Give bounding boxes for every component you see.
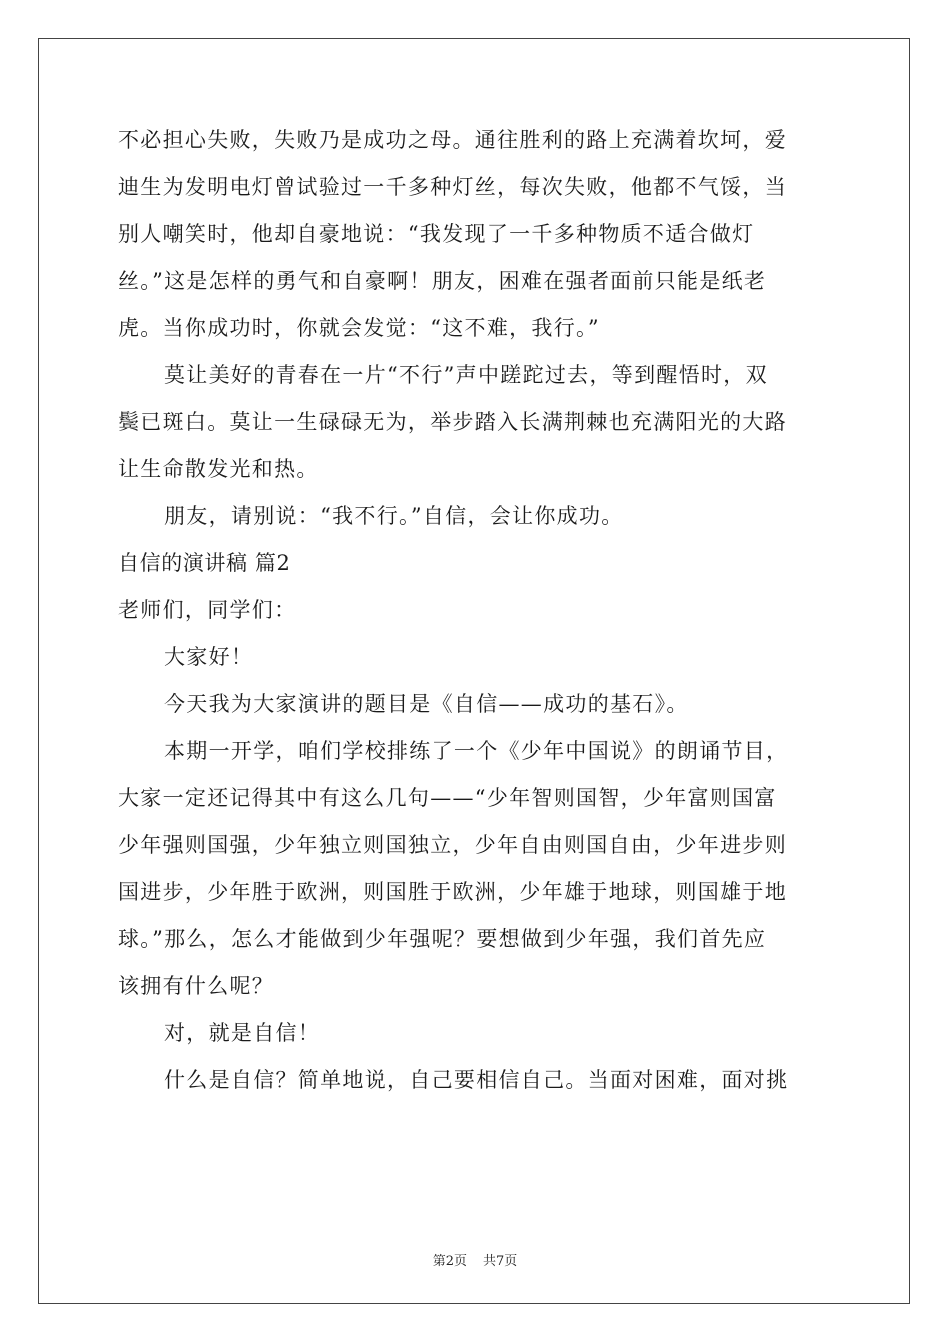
greeting: 大家好！ xyxy=(164,645,254,669)
paragraph-line: 少年强则国强，少年独立则国独立，少年自由则国自由，少年进步则 xyxy=(118,833,787,857)
paragraph-line: 什么是自信？简单地说，自己要相信自己。当面对困难，面对挑 xyxy=(164,1068,789,1092)
paragraph-line: 对，就是自信！ xyxy=(164,1021,321,1045)
paragraph-line: 迪生为发明电灯曾试验过一千多种灯丝，每次失败，他都不气馁，当 xyxy=(118,175,787,199)
section-heading: 自信的演讲稿 篇2 xyxy=(118,551,291,575)
paragraph-line: 别人嘲笑时，他却自豪地说：“我发现了一千多种物质不适合做灯 xyxy=(118,222,755,246)
page-footer xyxy=(0,1254,950,1270)
paragraph-line: 虎。当你成功时，你就会发觉：“这不难，我行。” xyxy=(118,316,600,340)
page-total: 共7页 xyxy=(483,1254,518,1269)
paragraph-line: 球。”那么，怎么才能做到少年强呢？要想做到少年强，我们首先应 xyxy=(118,927,767,951)
document-body xyxy=(118,128,838,1115)
paragraph-line: 丝。”这是怎样的勇气和自豪啊！朋友，困难在强者面前只能是纸老 xyxy=(118,269,767,293)
paragraph-line: 今天我为大家演讲的题目是《自信——成功的基石》。 xyxy=(164,692,689,716)
paragraph-line: 不必担心失败，失败乃是成功之母。通往胜利的路上充满着坎坷，爱 xyxy=(118,128,787,152)
paragraph-line: 本期一开学，咱们学校排练了一个《少年中国说》的朗诵节目， xyxy=(164,739,789,763)
paragraph-line: 该拥有什么呢？ xyxy=(118,974,275,998)
paragraph-line: 大家一定还记得其中有这么几句——“少年智则国智，少年富则国富 xyxy=(118,786,777,810)
page-number: 第2页 xyxy=(432,1254,467,1269)
paragraph-line: 莫让美好的青春在一片“不行”声中蹉跎过去，等到醒悟时，双 xyxy=(164,363,768,387)
salutation: 老师们，同学们： xyxy=(118,598,297,622)
paragraph-line: 国进步，少年胜于欧洲，则国胜于欧洲，少年雄于地球，则国雄于地 xyxy=(118,880,787,904)
paragraph-line: 鬓已斑白。莫让一生碌碌无为，举步踏入长满荆棘也充满阳光的大路 xyxy=(118,410,787,434)
paragraph-line: 让生命散发光和热。 xyxy=(118,457,319,481)
paragraph-line: 朋友，请别说：“我不行。”自信，会让你成功。 xyxy=(164,504,624,528)
